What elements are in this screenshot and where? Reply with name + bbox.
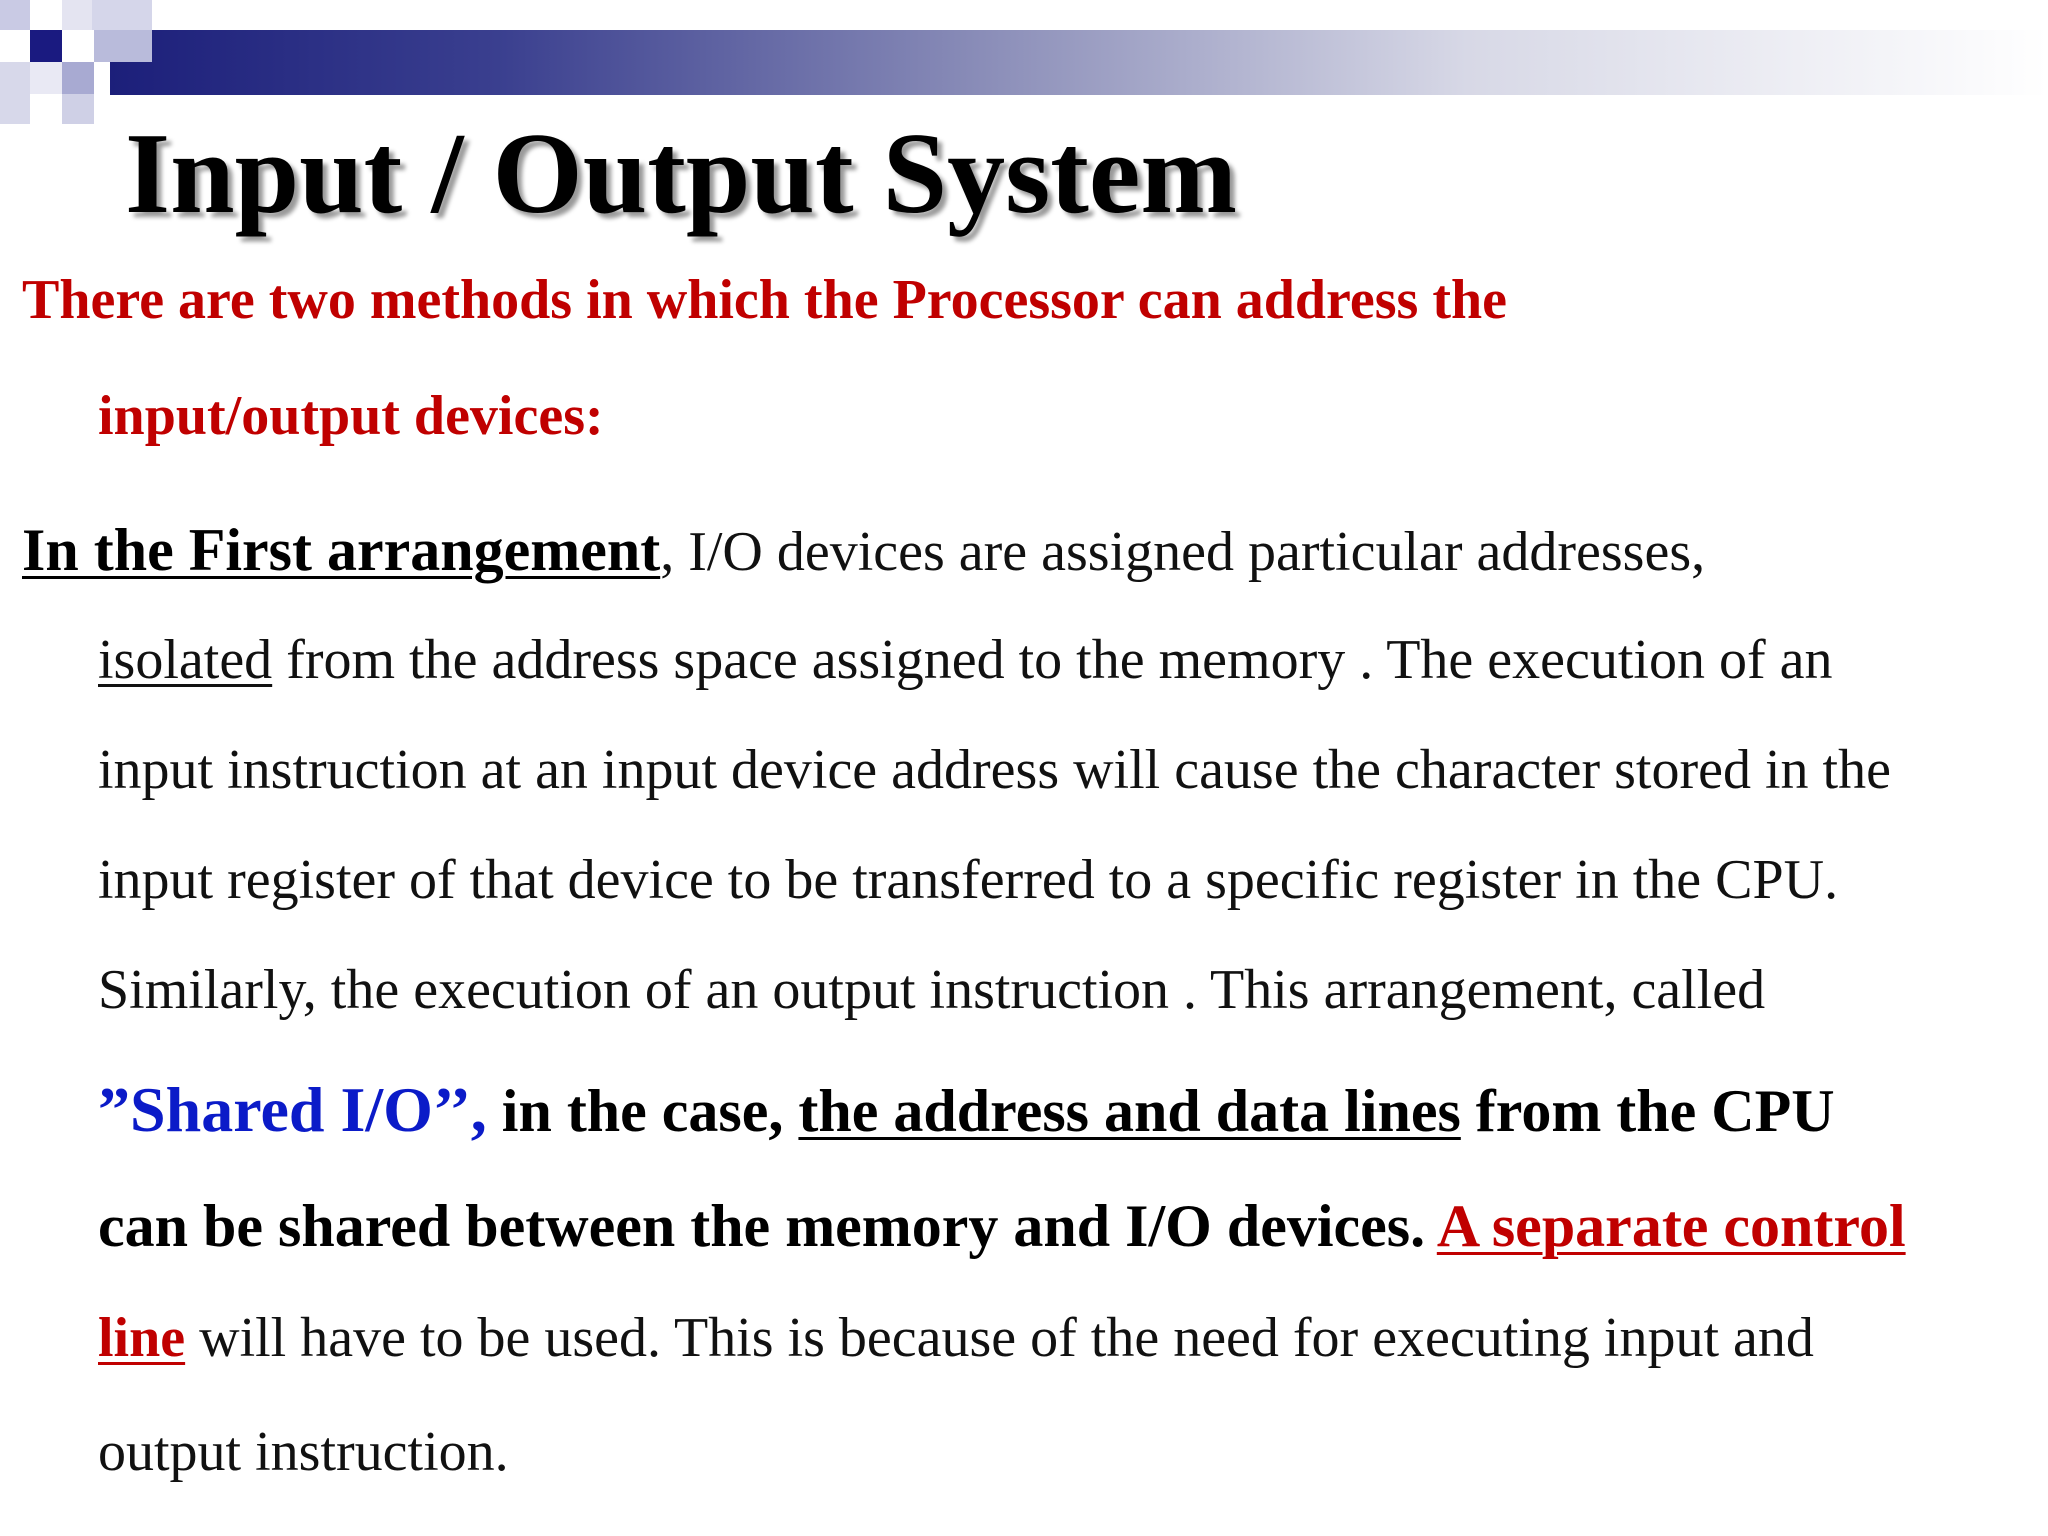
isolated-term: isolated [98,629,273,691]
paragraph-text: from the CPU [1460,1078,1835,1144]
paragraph-text: can be shared between the memory and I/O devices. [98,1193,1437,1259]
paragraph-line-8 [98,1307,1814,1369]
intro-line-2: input/output devices: [98,385,604,447]
decor-square [0,62,30,124]
decor-square [30,62,62,94]
paragraph-text: from the address space assigned to the memory . The execution of an [272,629,1833,691]
decor-square [94,30,152,62]
paragraph-line-2 [98,629,1833,691]
paragraph-text: will have to be used. This is because of the need for executing input and [185,1307,1814,1369]
intro-line-1: There are two methods in which the Processor can address the [22,269,1507,331]
slide-title: Input / Output System [125,110,1237,238]
paragraph-text: in the case, [486,1078,799,1144]
paragraph-text: , I/O devices are assigned particular addresses, [660,521,1706,583]
paragraph-line-4: input register of that device to be transferred to a specific register in the CPU. [98,849,1839,911]
separate-control-term: A separate control [1436,1193,1906,1259]
control-line-term: line [98,1307,186,1369]
header-banner [110,30,2048,95]
decor-square [62,62,94,94]
decor-square-dark [30,30,62,62]
decor-square [92,0,152,30]
paragraph-line-1 [22,517,1706,583]
paragraph-line-6 [98,1074,1835,1145]
address-data-lines-term: the address and data lines [798,1078,1461,1144]
decor-square [62,0,94,30]
first-arrangement-heading: In the First arrangement [22,517,661,583]
paragraph-line-7 [98,1193,1906,1259]
decor-square [62,94,94,124]
paragraph-line-5: Similarly, the execution of an output instruction . This arrangement, called [98,959,1766,1021]
paragraph-line-3: input instruction at an input device address will cause the character stored in the [98,739,1891,801]
paragraph-line-9: output instruction. [98,1421,509,1483]
shared-io-term: ”Shared I/O’’, [98,1074,487,1145]
decor-square [0,0,30,30]
